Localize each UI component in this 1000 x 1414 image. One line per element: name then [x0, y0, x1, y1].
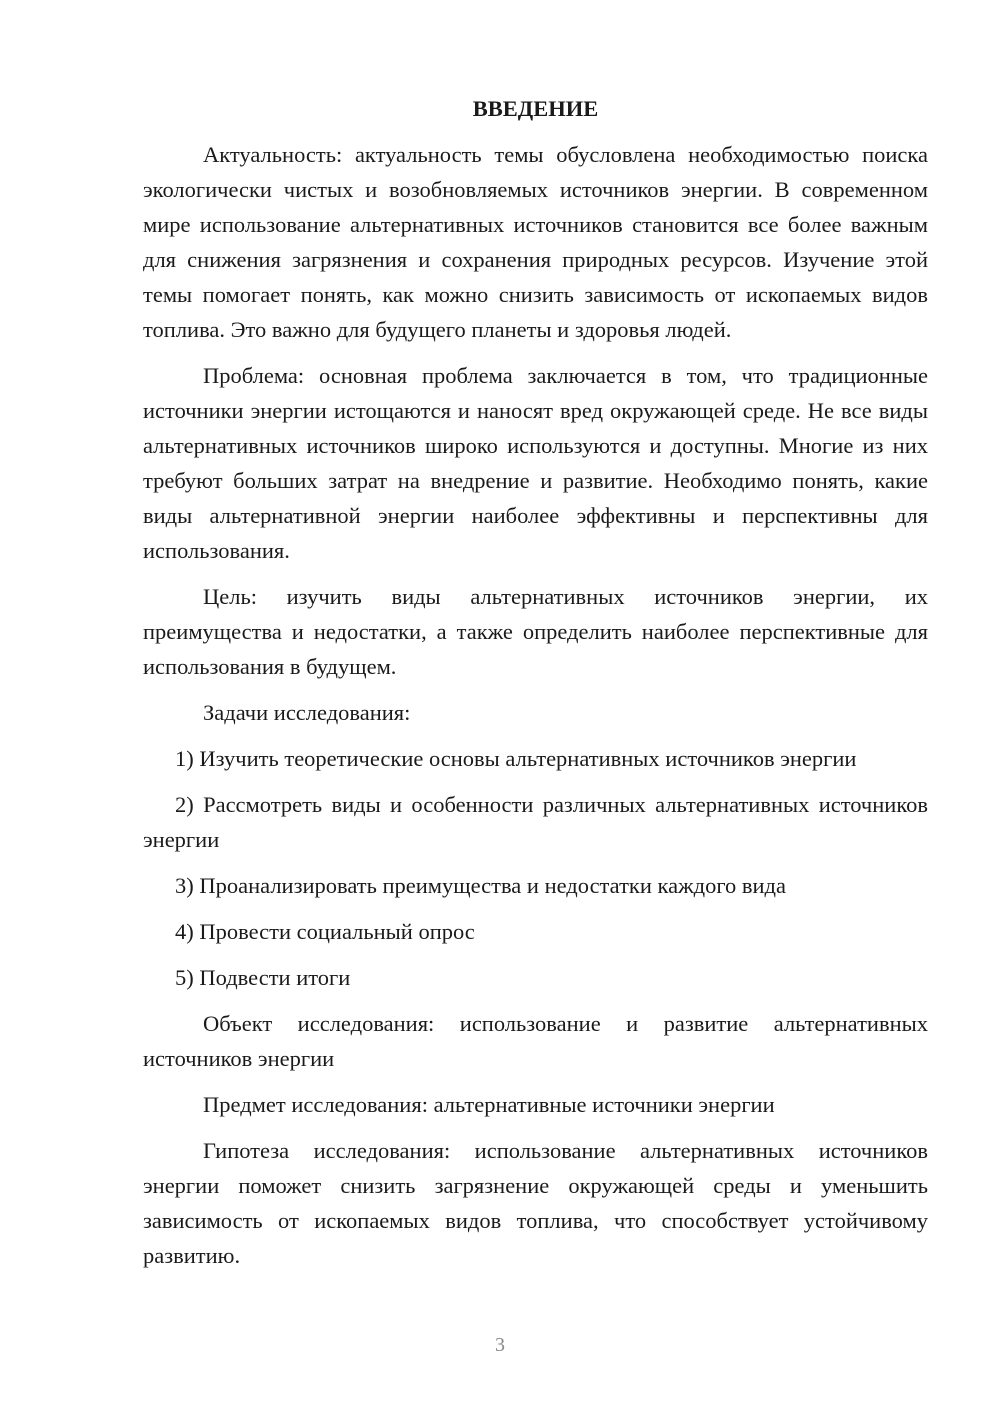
task-item: 2) Рассмотреть виды и особенности различных альтернативных источников энергии	[143, 792, 928, 852]
paragraph-problem: Проблема: основная проблема заключается в том, что традиционные источники энергии истощаются и наносят вред окружающей среде. Не все виды альтернативных источников широко используются и доступны. Многие из них требуют больших затрат на внедрение и развитие. Необходимо понять, какие виды альтернативной энергии наиболее эффективны и перспективны для использования.	[143, 363, 928, 563]
paragraph-goal: Цель: изучить виды альтернативных источников энергии, их преимущества и недостатки, а также определить наиболее перспективные для использования в будущем.	[143, 584, 928, 679]
tasks-heading: Задачи исследования:	[203, 700, 411, 725]
page-content	[143, 90, 928, 1284]
page-number: 3	[495, 1334, 505, 1356]
task-item: 3) Проанализировать преимущества и недостатки каждого вида	[175, 873, 786, 898]
task-item: 5) Подвести итоги	[175, 965, 351, 990]
paragraph-subject: Предмет исследования: альтернативные источники энергии	[203, 1092, 775, 1117]
task-item: 1) Изучить теоретические основы альтернативных источников энергии	[175, 746, 857, 771]
paragraph-object: Объект исследования: использование и развитие альтернативных источников энергии	[143, 1011, 928, 1071]
page-title: ВВЕДЕНИЕ	[472, 96, 599, 121]
paragraph-hypothesis: Гипотеза исследования: использование альтернативных источников энергии поможет снизить загрязнение окружающей среды и уменьшить зависимость от ископаемых видов топлива, что способствует устойчивому развитию.	[143, 1138, 928, 1268]
task-item: 4) Провести социальный опрос	[175, 919, 475, 944]
paragraph-relevance: Актуальность: актуальность темы обусловлена необходимостью поиска экологически чистых и возобновляемых источников энергии. В современном мире использование альтернативных источников становится все более важным для снижения загрязнения и сохранения природных ресурсов. Изучение этой темы помогает понять, как можно снизить зависимость от ископаемых видов топлива. Это важно для будущего планеты и здоровья людей.	[143, 142, 928, 342]
